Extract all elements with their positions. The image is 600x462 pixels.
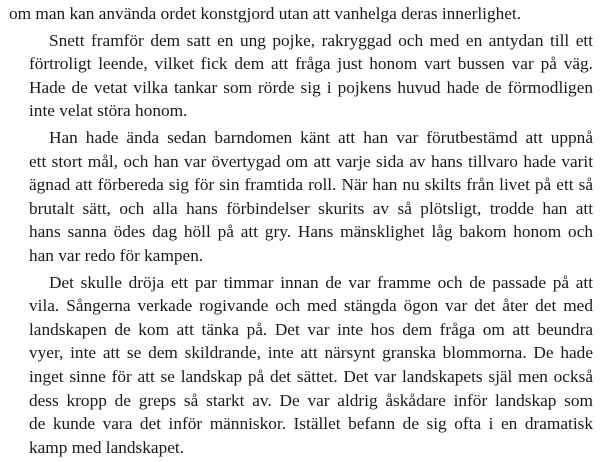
text-line: ett stort mål, och han var övertygad om att varje sida av hans tillvaro hade varit [29, 151, 593, 171]
text-line: Hade de vetat vilka tankar som rörde sig i pojkens huvud hade de förmodligen [29, 77, 593, 97]
text-line: hans sanna ödes dag höll på att gry. Hans mänsklighet låg bakom honom och [29, 222, 593, 242]
text-line: han var redo för kampen. [29, 245, 204, 265]
text-line: inte velat störa honom. [29, 101, 188, 121]
text-line: om man kan använda ordet konstgjord utan att vanhelga deras innerlighet. [9, 4, 522, 23]
text-line: ägnad att förbereda sig för sin framtida roll. När han nu skilts från livet på ett så [29, 175, 593, 195]
text-line: Snett framför dem satt en ung pojke, rakryggad och med en antydan till ett [49, 30, 593, 50]
paragraph-2 [9, 29, 593, 123]
text-line: brutalt sätt, och alla hans förbindelser skurits av så plötsligt, trodde han att [29, 198, 593, 218]
text-line: förtroligt leende, vilket fick dem att fråga just honom vart bussen var på väg. [29, 54, 593, 74]
text-line: vila. Sångerna verkade rogivande och med stängda ögon var det åter det med [29, 296, 593, 316]
text-line: dess kropp de greps så starkt av. De var aldrig åskådare inför landskap som [29, 390, 593, 410]
text-line: inget sinne för att se landskap på det sättet. Det var landskapets själ men också [29, 366, 593, 386]
text-line: vyer, inte att se dem skildrande, inte att närsynt granska blommorna. De hade [29, 343, 593, 363]
text-line: Han hade ända sedan barndomen känt att han var förutbestämd att uppnå [49, 127, 593, 147]
paragraph-4 [9, 271, 593, 460]
text-line: landskapen de kom att tänka på. Det var inte hos dem fråga om att beundra [29, 319, 593, 339]
text-line: de kunde vara det inför människor. Istället befann de sig ofta i en dramatisk [29, 414, 593, 434]
document-page [9, 2, 593, 462]
text-line: kamp med landskapet. [29, 437, 185, 457]
paragraph-3 [9, 126, 593, 268]
text-line: Det skulle dröja ett par timmar innan de var framme och de passade på att [49, 272, 593, 292]
paragraph-1 [9, 2, 593, 26]
